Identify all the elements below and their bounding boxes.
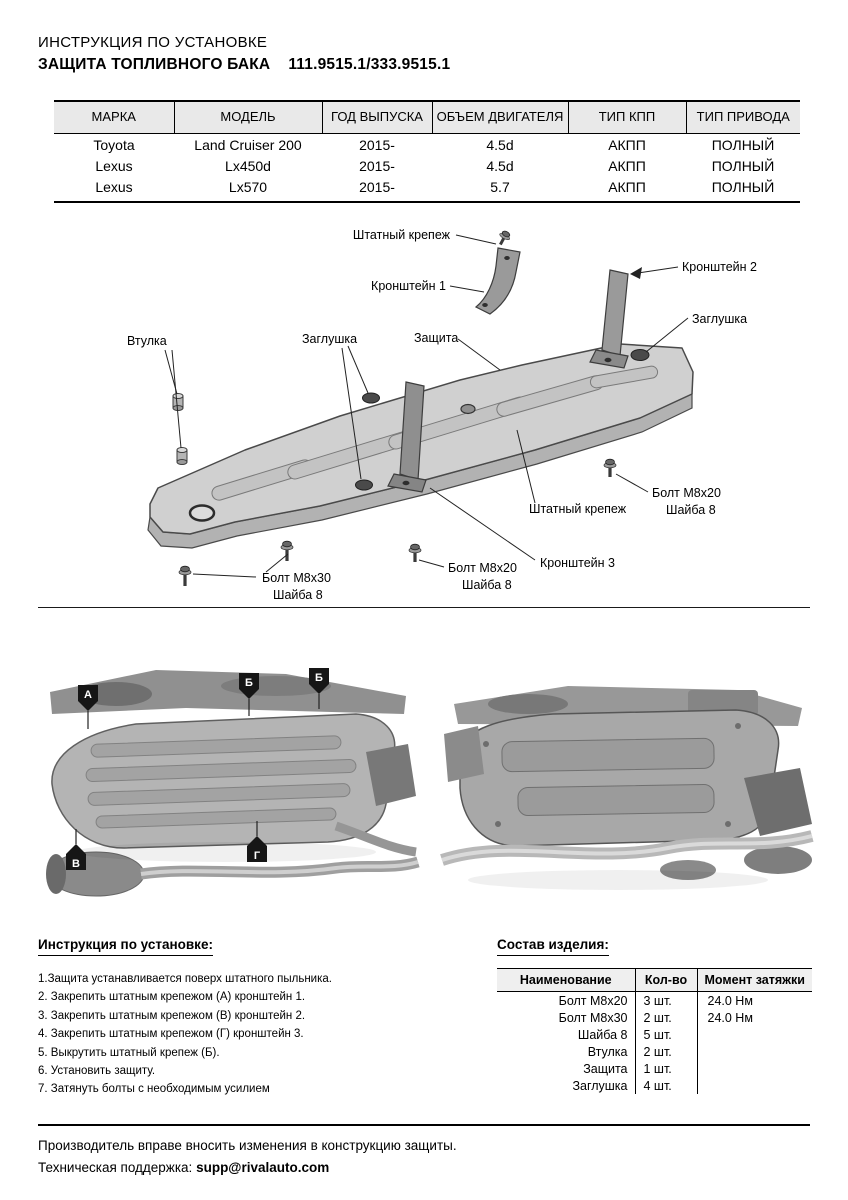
muffler-cap: [46, 854, 66, 894]
parts-header-row: [497, 969, 812, 992]
table-row: Заглушка 4 шт.: [497, 1077, 812, 1094]
label-bolt-m8x20-right: Болт М8х20: [652, 486, 721, 500]
parts-list: [497, 936, 817, 1094]
label-plug-mid: Заглушка: [302, 332, 358, 346]
column-header-part: Наименование: [497, 969, 635, 992]
column-header-model: МОДЕЛЬ: [174, 101, 322, 133]
instruction-step: 7. Затянуть болты с необходимым усилием: [38, 1083, 270, 1096]
guard-plate-photo: [460, 710, 779, 846]
installation-photo-left: [36, 656, 426, 908]
bolt-m8x20-icon: [604, 459, 616, 477]
ground-shadow: [468, 870, 768, 890]
left-bracket-blob: [444, 726, 484, 782]
table-row: Втулка 2 шт.: [497, 1043, 812, 1060]
column-header-year: ГОД ВЫПУСКА: [322, 101, 432, 133]
table-row: Toyota Land Cruiser 200 2015- 4.5d АКПП ПОЛНЫЙ: [93, 136, 775, 153]
label-bracket-3: Кронштейн 3: [540, 556, 615, 570]
plate-center-hole: [461, 405, 475, 414]
plate-corner-hole: [190, 506, 214, 521]
instruction-step: 6. Установить защиту.: [38, 1064, 156, 1077]
column-header-drive: ТИП ПРИВОДА: [686, 101, 800, 133]
bolt-m8x20-icon: [409, 544, 421, 562]
support-label: Техническая поддержка:: [38, 1160, 193, 1175]
fitment-header-row: [54, 101, 800, 133]
table-row: Защита 1 шт.: [497, 1060, 812, 1077]
chassis-shadow: [488, 694, 568, 714]
svg-text:Г: Г: [253, 850, 261, 862]
exploded-view-diagram: [30, 222, 820, 607]
label-bracket-2: Кронштейн 2: [682, 260, 757, 274]
svg-text:В: В: [72, 858, 80, 870]
section-divider: [38, 607, 810, 608]
svg-text:Б: Б: [315, 672, 323, 684]
table-row: Шайба 8 5 шт.: [497, 1026, 812, 1043]
plug-upper: [363, 393, 380, 403]
label-washer-8-left: Шайба 8: [273, 588, 323, 602]
instruction-steps: [38, 970, 468, 1099]
column-header-engine: ОБЪЕМ ДВИГАТЕЛЯ: [432, 101, 568, 133]
label-bolt-m8x20-mid: Болт М8х20: [448, 561, 517, 575]
table-row: Болт М8х30 2 шт. 24.0 Нм: [497, 1009, 812, 1026]
svg-text:А: А: [84, 689, 92, 701]
support-email: supp@rivalauto.com: [196, 1160, 330, 1175]
document-subtitle: ИНСТРУКЦИЯ ПО УСТАНОВКЕ: [38, 34, 268, 51]
instruction-step: 5. Выкрутить штатный крепеж (Б).: [38, 1046, 220, 1059]
label-plug-right: Заглушка: [692, 312, 748, 326]
instruction-step: 2. Закрепить штатным крепежом (А) кронштейн 1.: [38, 991, 306, 1004]
part-numbers: 111.9515.1/333.9515.1: [288, 56, 451, 73]
instruction-step: 4. Закрепить штатным крепежом (Г) кронштейн 3.: [38, 1028, 304, 1041]
label-factory-fastener-bottom: Штатный крепеж: [529, 502, 627, 516]
parts-table: [497, 968, 812, 1094]
column-header-torque: Момент затяжки: [697, 969, 812, 992]
bushing-icon: [177, 448, 187, 465]
support-line: [38, 1160, 329, 1175]
label-washer-8-mid: Шайба 8: [462, 578, 512, 592]
manufacturer-note: Производитель вправе вносить изменения в конструкцию защиты.: [38, 1138, 457, 1153]
table-row: Lexus Lx570 2015- 5.7 АКПП ПОЛНЫЙ: [54, 176, 800, 202]
installation-instructions: [38, 936, 468, 1099]
column-header-gearbox: ТИП КПП: [568, 101, 686, 133]
bolt-m8x30-icon: [179, 566, 191, 586]
label-washer-8-right: Шайба 8: [666, 503, 716, 517]
label-guard: Защита: [414, 331, 459, 345]
bracket2-arrowhead: [630, 267, 642, 279]
document-title: [38, 56, 450, 74]
axle-hub: [744, 846, 812, 874]
label-bolt-m8x30: Болт М8х30: [262, 571, 331, 585]
product-name: ЗАЩИТА ТОПЛИВНОГО БАКА: [38, 56, 271, 73]
bracket-1: [476, 248, 520, 314]
bushing-icon: [173, 394, 183, 411]
instructions-title: Инструкция по установке:: [38, 937, 213, 956]
table-row: Болт М8х20 3 шт. 24.0 Нм: [497, 992, 812, 1010]
vehicle-fitment-table: [54, 100, 800, 203]
instruction-step: 3. Закрепить штатным крепежом (В) кронштейн 2.: [38, 1009, 306, 1022]
factory-bolt-icon: [496, 229, 513, 247]
column-header-qty: Кол-во: [635, 969, 697, 992]
label-bushing: Втулка: [127, 334, 167, 348]
label-bracket-1: Кронштейн 1: [371, 279, 446, 293]
label-factory-fastener-top: Штатный крепеж: [352, 228, 450, 242]
instruction-step: 1.Защита устанавливается поверх штатного пыльника.: [38, 973, 332, 985]
parts-title: Состав изделия:: [497, 937, 609, 956]
installation-photo-right: [438, 674, 816, 906]
svg-text:Б: Б: [245, 677, 253, 689]
table-row: Lexus Lx450d 2015- 4.5d АКПП ПОЛНЫЙ: [95, 157, 775, 174]
footer-divider: [38, 1124, 810, 1126]
column-header-brand: МАРКА: [54, 101, 174, 133]
plug-lower: [356, 480, 373, 490]
ground-shadow: [76, 842, 376, 862]
